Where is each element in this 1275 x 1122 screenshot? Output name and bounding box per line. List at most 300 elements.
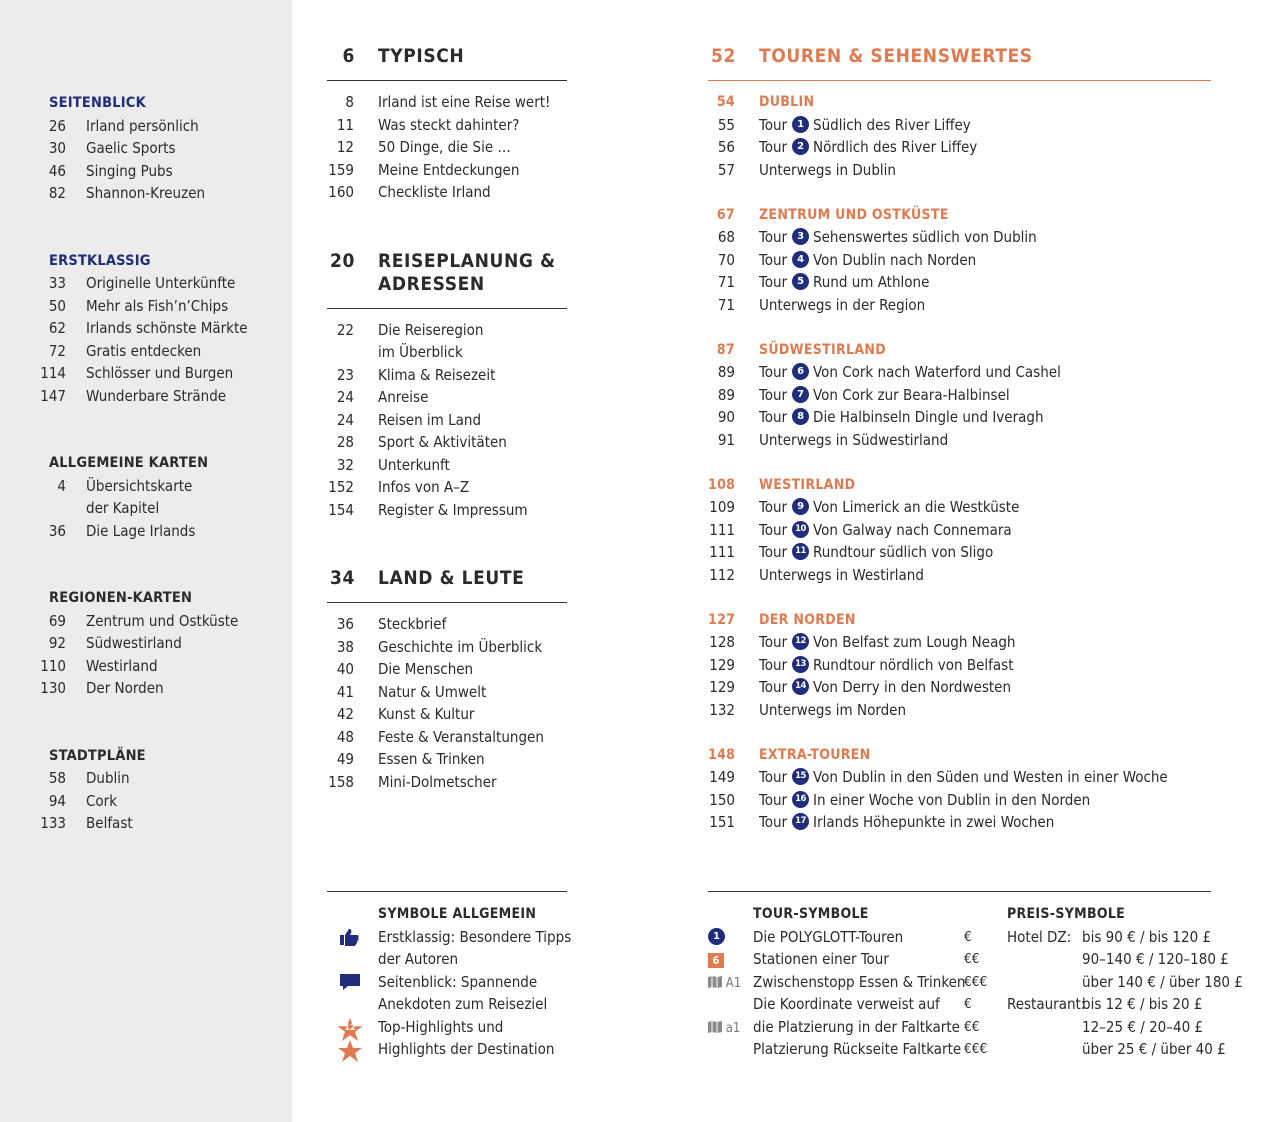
chapter-title: TOUREN & SEHENSWERTES xyxy=(759,45,1033,67)
tour-entry[interactable] xyxy=(708,159,1211,182)
toc-entry[interactable] xyxy=(327,454,567,477)
entry-label xyxy=(735,136,1211,159)
legend-line xyxy=(964,1016,1214,1039)
tour-title: Von Cork zur Beara-Halbinsel xyxy=(813,385,1010,404)
chapter-page-number: 52 xyxy=(711,45,736,67)
tour-entry[interactable] xyxy=(708,429,1211,452)
entry-label: Westirland xyxy=(86,656,158,675)
tour-word: Tour xyxy=(759,228,788,246)
tour-entry[interactable] xyxy=(708,226,1211,249)
tour-title: Von Belfast zum Lough Neagh xyxy=(813,633,1016,651)
page-number: 71 xyxy=(717,273,735,291)
map-icon xyxy=(708,973,722,991)
tour-number-badge: 5 xyxy=(792,273,809,290)
sidebar-section xyxy=(0,587,292,700)
toc-entry[interactable] xyxy=(327,476,567,499)
tour-word: Tour xyxy=(759,543,788,561)
tour-title: Von Derry in den Nordwesten xyxy=(813,678,1012,696)
sidebar-entry[interactable] xyxy=(0,767,292,790)
sidebar-section-title: STADTPLÄNE xyxy=(49,747,146,764)
sidebar-entry[interactable] xyxy=(0,385,292,408)
legend-general xyxy=(327,891,572,1061)
legend-line xyxy=(344,1016,567,1039)
region-title: DUBLIN xyxy=(759,94,815,110)
tour-entry[interactable] xyxy=(708,271,1211,294)
tour-number-badge: 16 xyxy=(792,791,809,808)
tour-word: Tour xyxy=(759,363,788,381)
sidebar-section-header xyxy=(0,452,292,475)
sidebar-entry[interactable] xyxy=(0,160,292,183)
thumbs-up-icon xyxy=(0,252,44,270)
entry-label xyxy=(735,226,1211,249)
tour-number-badge: 14 xyxy=(792,678,809,695)
entry-label: Natur & Umwelt xyxy=(378,682,487,701)
chapter-block xyxy=(327,45,567,204)
entry-label: Geschichte im Überblick xyxy=(378,637,543,656)
page-number: 72 xyxy=(48,341,66,360)
tour-word: Tour xyxy=(759,633,788,651)
sidebar-section-header xyxy=(0,745,292,768)
region-section xyxy=(708,609,1211,722)
tour-marker xyxy=(708,971,741,996)
toc-entry[interactable] xyxy=(327,748,567,771)
entry-label xyxy=(735,406,1211,429)
page-number: 50 xyxy=(48,296,66,315)
tour-title: In einer Woche von Dublin in den Norden xyxy=(813,790,1091,809)
tour-title: Südlich des River Liffey xyxy=(813,115,971,134)
thumbs-up-icon xyxy=(337,928,363,946)
page-number: 89 xyxy=(717,363,735,381)
page-number: 36 xyxy=(336,615,354,633)
legend-text: der Autoren xyxy=(378,950,459,968)
page-number: 69 xyxy=(48,611,66,630)
chapter-page-number: 20 xyxy=(330,249,355,272)
highlight-star-icon xyxy=(337,1040,363,1063)
entry-label: Infos von A–Z xyxy=(378,478,470,496)
legend-line xyxy=(708,1016,998,1039)
speech-bubble-icon xyxy=(337,973,363,991)
price-category: Restaurant: xyxy=(1007,995,1086,1013)
page-number: 40 xyxy=(336,660,354,678)
tour-title: Unterwegs in der Region xyxy=(759,295,926,314)
sidebar-entry[interactable] xyxy=(0,677,292,700)
entry-label: Essen & Trinken xyxy=(378,750,485,768)
sidebar-section xyxy=(0,92,292,205)
page-number: 147 xyxy=(40,386,66,405)
chapter-page-number: 34 xyxy=(330,567,355,589)
region-header xyxy=(708,339,1211,362)
price-symbol: €€ xyxy=(964,951,980,967)
middle-toc xyxy=(327,45,567,793)
entry-label: Die Lage Irlands xyxy=(86,521,196,540)
tour-entry[interactable] xyxy=(708,654,1211,677)
entry-label: Checkliste Irland xyxy=(378,183,491,201)
entry-label: Irland persönlich xyxy=(86,116,199,135)
entry-label: Dublin xyxy=(86,769,130,787)
page-number: 92 xyxy=(48,634,66,652)
tour-entry[interactable] xyxy=(708,361,1211,384)
page-number: 71 xyxy=(717,295,735,314)
sidebar-entry[interactable] xyxy=(0,812,292,835)
page-number: 12 xyxy=(336,138,354,156)
entry-label: Meine Entdeckungen xyxy=(378,160,520,179)
price-value: bis 12 € / bis 20 £ xyxy=(1082,995,1203,1013)
page-number: 68 xyxy=(717,228,735,246)
page-number: 70 xyxy=(717,250,735,269)
tour-number-badge: 7 xyxy=(792,386,809,403)
region-section xyxy=(708,339,1211,452)
tour-number-badge: 8 xyxy=(792,408,809,425)
entry-label xyxy=(735,249,1211,272)
page-number: 23 xyxy=(336,365,354,384)
entry-label xyxy=(735,676,1211,699)
page-number: 57 xyxy=(717,160,735,179)
tour-number-badge: 17 xyxy=(792,813,809,830)
toc-entry[interactable] xyxy=(327,159,567,182)
price-symbol: €€€ xyxy=(964,1041,988,1057)
chapter-rule xyxy=(327,602,567,603)
sidebar-entry[interactable] xyxy=(0,137,292,160)
sidebar-entry[interactable] xyxy=(0,317,292,340)
tour-number-badge: 15 xyxy=(792,768,809,785)
page-number: 111 xyxy=(709,520,735,539)
tour-entry[interactable] xyxy=(708,789,1211,812)
entry-label: Originelle Unterkünfte xyxy=(86,274,236,292)
page-number: 8 xyxy=(345,93,354,111)
page-number: 4 xyxy=(57,476,66,495)
legend-line xyxy=(964,993,1214,1016)
legend-text: Die Koordinate verweist auf xyxy=(753,995,940,1013)
price-symbols xyxy=(964,903,1243,1061)
entry-label xyxy=(735,654,1211,677)
page-number: 90 xyxy=(717,408,735,426)
region-header xyxy=(708,744,1211,767)
page-number: 158 xyxy=(328,772,354,791)
region-section xyxy=(708,744,1211,834)
legend-line xyxy=(378,1038,567,1061)
sidebar-entry[interactable] xyxy=(0,790,292,813)
entry-label: Die Menschen xyxy=(378,660,474,678)
toc-entry[interactable] xyxy=(327,319,567,342)
toc-entry[interactable] xyxy=(327,703,567,726)
chapter-rule xyxy=(708,80,1211,81)
chapter-title: ADRESSEN xyxy=(378,272,485,295)
toc-entry[interactable] xyxy=(327,386,567,409)
entry-label xyxy=(735,271,1211,294)
legend-title: PREIS-SYMBOLE xyxy=(1007,906,1126,922)
tour-entry[interactable] xyxy=(708,564,1211,587)
sidebar-section-header xyxy=(0,587,292,610)
entry-label: Sport & Aktivitäten xyxy=(378,433,507,451)
region-header xyxy=(708,474,1211,497)
entry-label: der Kapitel xyxy=(86,499,160,517)
chapter-heading xyxy=(327,273,567,296)
toc-entry[interactable] xyxy=(327,431,567,454)
page-number: 49 xyxy=(336,750,354,768)
page-number: 112 xyxy=(709,565,735,584)
sidebar-entry[interactable] xyxy=(0,655,292,678)
sidebar-section-title: REGIONEN-KARTEN xyxy=(49,590,193,606)
sidebar-section-header xyxy=(0,92,292,115)
sidebar-entry[interactable] xyxy=(0,610,292,633)
chapter-heading xyxy=(708,45,1211,68)
entry-label: Gratis entdecken xyxy=(86,341,202,360)
legend-line xyxy=(708,1038,998,1061)
page-number: 160 xyxy=(328,183,354,201)
entry-label: Anreise xyxy=(378,388,429,406)
region-title: EXTRA-TOUREN xyxy=(759,746,871,763)
region-page-number: 148 xyxy=(708,746,736,763)
tour-entry[interactable] xyxy=(708,541,1211,564)
sidebar-entry[interactable] xyxy=(0,340,292,363)
entry-label: Irland ist eine Reise wert! xyxy=(378,93,551,111)
speech-bubble-icon xyxy=(0,94,44,112)
page-number: 62 xyxy=(48,319,66,337)
page-number: 55 xyxy=(717,115,735,134)
tour-title: Unterwegs in Westirland xyxy=(759,565,924,584)
entry-label xyxy=(735,519,1211,542)
tour-word: Tour xyxy=(759,655,788,674)
tour-title: Von Limerick an die Westküste xyxy=(813,498,1020,516)
tour-entry[interactable] xyxy=(708,249,1211,272)
legend-tour-price xyxy=(708,891,1243,1058)
entry-label xyxy=(735,811,1211,834)
sidebar-entry[interactable] xyxy=(0,475,292,498)
entry-label xyxy=(735,496,1211,519)
entry-label: Cork xyxy=(86,791,118,810)
legend-text: Highlights der Destination xyxy=(378,1040,555,1058)
tour-title: Unterwegs im Norden xyxy=(759,700,907,719)
chapter-block xyxy=(327,567,567,793)
legend-line xyxy=(378,971,567,994)
page-number: 152 xyxy=(328,478,354,496)
page-number: 89 xyxy=(717,385,735,404)
entry-label: Südwestirland xyxy=(86,634,182,652)
right-toc xyxy=(708,45,1211,834)
tour-entry[interactable] xyxy=(708,406,1211,429)
page-number: 94 xyxy=(48,791,66,810)
region-title: WESTIRLAND xyxy=(759,476,856,493)
entry-label: Zentrum und Ostküste xyxy=(86,611,239,630)
toc-entry[interactable] xyxy=(327,726,567,749)
entry-label: Kunst & Kultur xyxy=(378,705,475,723)
chapter-title: LAND & LEUTE xyxy=(378,567,525,589)
legend-line xyxy=(378,993,567,1016)
chapter-title: TYPISCH xyxy=(378,45,465,67)
tour-number-badge: 2 xyxy=(792,138,809,155)
tour-entry[interactable] xyxy=(708,766,1211,789)
page-number: 128 xyxy=(709,633,735,651)
entry-label: Übersichtskarte xyxy=(86,476,193,495)
chapter-page-number xyxy=(327,273,355,296)
entry-label xyxy=(735,159,1211,182)
toc-entry[interactable] xyxy=(327,181,567,204)
tour-entry[interactable] xyxy=(708,294,1211,317)
tour-word: Tour xyxy=(759,813,788,831)
sidebar-entry[interactable] xyxy=(0,295,292,318)
sidebar-section xyxy=(0,250,292,408)
price-symbol: €€ xyxy=(964,1018,980,1035)
legend-title: TOUR-SYMBOLE xyxy=(753,906,869,922)
entry-label: Was steckt dahinter? xyxy=(378,115,520,134)
page-number: 133 xyxy=(40,814,66,832)
entry-label: Register & Impressum xyxy=(378,500,528,519)
entry-label xyxy=(735,564,1211,587)
toc-entry[interactable] xyxy=(327,364,567,387)
toc-entry[interactable] xyxy=(327,114,567,137)
tour-word: Tour xyxy=(759,138,788,156)
legend-text: Erstklassig: Besondere Tipps xyxy=(378,927,572,946)
toc-entry[interactable] xyxy=(327,91,567,114)
legend-line xyxy=(378,926,572,949)
price-symbol: € xyxy=(964,996,972,1012)
legend-line xyxy=(378,948,567,971)
tour-symbols xyxy=(708,903,998,1061)
sidebar-entry[interactable] xyxy=(0,632,292,655)
top-highlight-star-icon xyxy=(337,1018,363,1042)
tour-number-badge: 1 xyxy=(792,116,809,133)
entry-label: Mini-Dolmetscher xyxy=(378,772,497,791)
tour-title: Von Cork nach Waterford und Cashel xyxy=(813,363,1061,381)
tour-circle-icon: 1 xyxy=(708,928,725,945)
toc-entry[interactable] xyxy=(327,136,567,159)
page-number: 11 xyxy=(336,115,354,134)
page-number: 42 xyxy=(336,705,354,723)
legend-text: Stationen einer Tour xyxy=(753,950,889,968)
tour-title: Die Halbinseln Dingle und Iveragh xyxy=(813,408,1044,426)
entry-label: Die Reiseregion xyxy=(378,320,484,339)
entry-label: Klima & Reisezeit xyxy=(378,365,496,384)
page-number: 151 xyxy=(709,813,735,831)
entry-label: 50 Dinge, die Sie … xyxy=(378,138,511,156)
legend-text: Zwischenstopp Essen & Trinken xyxy=(753,972,966,991)
sidebar-section-title: ERSTKLASSIG xyxy=(49,252,151,269)
region-page-number: 87 xyxy=(716,341,735,358)
map-tag-icon xyxy=(0,591,44,605)
map-coordinate: A1 xyxy=(722,975,742,991)
region-page-number: 108 xyxy=(708,476,736,493)
tour-entry[interactable] xyxy=(708,519,1211,542)
region-page-number: 127 xyxy=(708,611,736,628)
price-value: über 25 € / über 40 £ xyxy=(1082,1040,1226,1058)
page-number: 38 xyxy=(336,637,354,656)
tour-word: Tour xyxy=(759,115,788,134)
tour-number-badge: 6 xyxy=(792,363,809,380)
price-value: über 140 € / über 180 £ xyxy=(1082,972,1243,991)
tour-number-badge: 4 xyxy=(792,251,809,268)
toc-entry[interactable] xyxy=(327,636,567,659)
sidebar-entry[interactable] xyxy=(0,362,292,385)
region-section xyxy=(708,474,1211,587)
tour-word: Tour xyxy=(759,498,788,516)
region-section xyxy=(708,204,1211,317)
entry-label xyxy=(735,429,1211,452)
page-number: 26 xyxy=(48,116,66,135)
page-number: 28 xyxy=(336,433,354,451)
page-number xyxy=(327,341,354,364)
legend-text: Platzierung Rückseite Faltkarte xyxy=(753,1040,962,1058)
sidebar-entry[interactable] xyxy=(0,520,292,543)
sidebar-entry[interactable] xyxy=(0,497,292,520)
sidebar-entry[interactable] xyxy=(0,182,292,205)
entry-label xyxy=(735,361,1211,384)
toc-entry[interactable] xyxy=(327,409,567,432)
sidebar-entry[interactable] xyxy=(0,272,292,295)
map-tag-icon xyxy=(0,456,44,470)
legend-line xyxy=(708,993,998,1016)
tour-entry[interactable] xyxy=(708,811,1211,834)
tour-entry[interactable] xyxy=(708,631,1211,654)
tour-entry[interactable] xyxy=(708,676,1211,699)
toc-entry[interactable] xyxy=(327,658,567,681)
tour-entry[interactable] xyxy=(708,114,1211,137)
legend-line xyxy=(964,971,1243,994)
page-number: 32 xyxy=(336,455,354,474)
region-header xyxy=(708,609,1211,632)
page-number: 46 xyxy=(48,161,66,180)
page-number: 149 xyxy=(709,768,735,786)
tour-entry[interactable] xyxy=(708,136,1211,159)
page-number: 154 xyxy=(328,500,354,519)
page-number: 48 xyxy=(336,727,354,746)
price-category: Hotel DZ: xyxy=(1007,927,1072,946)
entry-label xyxy=(735,789,1211,812)
toc-entry[interactable] xyxy=(327,341,567,364)
tour-word: Tour xyxy=(759,408,788,426)
page-number: 159 xyxy=(328,160,354,179)
tour-title: Sehenswertes südlich von Dublin xyxy=(813,228,1037,246)
tour-entry[interactable] xyxy=(708,699,1211,722)
toc-entry[interactable] xyxy=(327,613,567,636)
page-number: 110 xyxy=(40,656,66,675)
entry-label: Singing Pubs xyxy=(86,161,173,180)
tour-entry[interactable] xyxy=(708,384,1211,407)
tour-number-badge: 11 xyxy=(792,543,809,560)
toc-entry[interactable] xyxy=(327,681,567,704)
legend-text: die Platzierung in der Faltkarte xyxy=(753,1017,960,1036)
chapter-block xyxy=(327,250,567,522)
tour-title: Unterwegs in Südwestirland xyxy=(759,430,949,449)
toc-entry[interactable] xyxy=(327,499,567,522)
tour-number-badge: 10 xyxy=(792,521,809,538)
page-number: 91 xyxy=(717,430,735,449)
chapter-page-number: 6 xyxy=(342,45,355,67)
sidebar-entry[interactable] xyxy=(0,115,292,138)
region-title: SÜDWESTIRLAND xyxy=(759,341,886,358)
legend-text: Seitenblick: Spannende xyxy=(378,972,538,991)
toc-entry[interactable] xyxy=(327,771,567,794)
tour-number-badge: 3 xyxy=(792,228,809,245)
page-number: 22 xyxy=(336,320,354,339)
page-number: 82 xyxy=(48,184,66,202)
legend-line xyxy=(964,1038,1226,1061)
entry-label xyxy=(735,384,1211,407)
tour-title: Irlands Höhepunkte in zwei Wochen xyxy=(813,813,1055,831)
page-number: 109 xyxy=(709,498,735,516)
sidebar-index xyxy=(0,92,292,835)
entry-label: Der Norden xyxy=(86,679,164,697)
page-number: 58 xyxy=(48,769,66,787)
tour-entry[interactable] xyxy=(708,496,1211,519)
tour-title: Nördlich des River Liffey xyxy=(813,138,978,156)
region-header xyxy=(708,204,1211,227)
map-icon xyxy=(708,1018,722,1036)
entry-label xyxy=(735,699,1211,722)
legend-line xyxy=(964,948,1229,971)
entry-label: im Überblick xyxy=(378,343,463,361)
page-number: 150 xyxy=(709,790,735,809)
entry-label: Reisen im Land xyxy=(378,410,482,429)
